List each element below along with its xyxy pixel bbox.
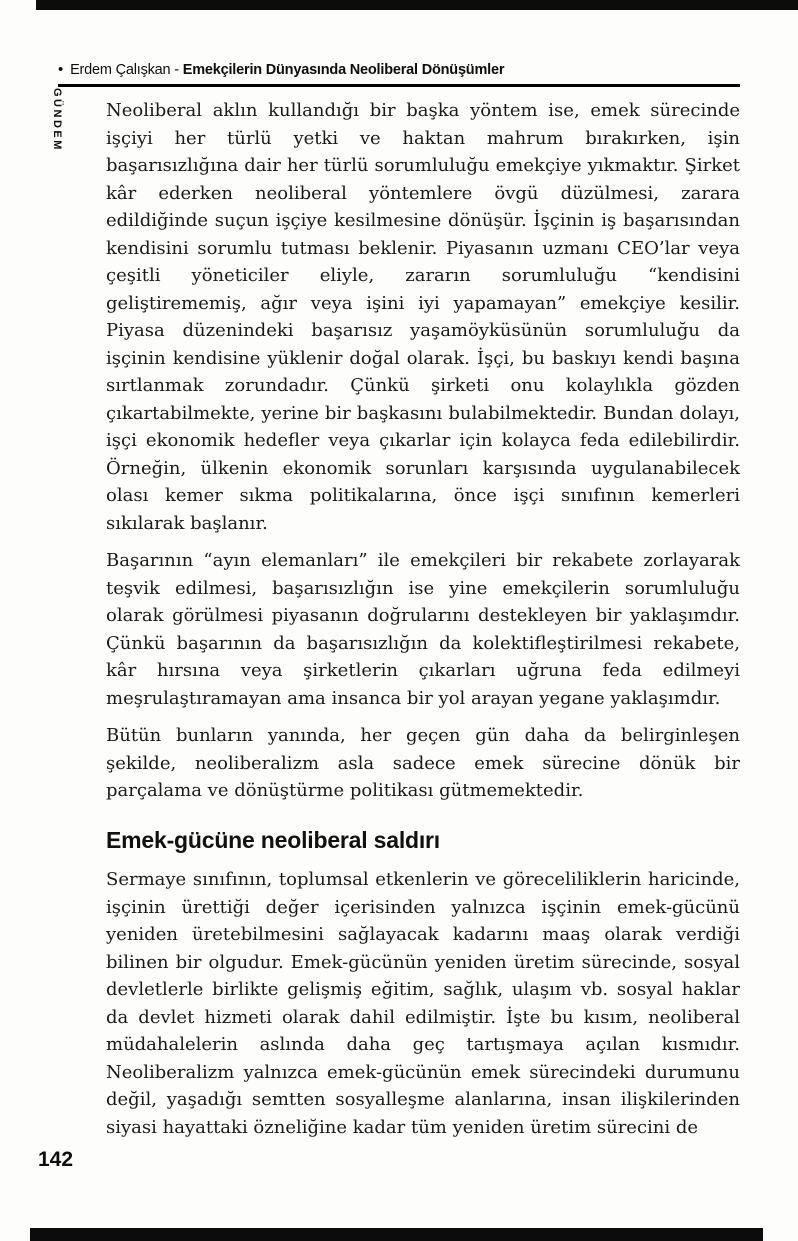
section-heading: Emek-gücüne neoliberal saldırı [106, 826, 440, 853]
top-edge-bar [36, 0, 798, 10]
paragraph: Neoliberal aklın kullandığı bir başka yöntem ise, emek sürecinde işçiyi her türlü yetki ve haktan mahrum bırakırken, işin başarısızlığına dair her türlü sorumluluğu emekçiye yıkmaktır. Şirket kâr ederken neoliberal yöntemlere övgü düzülmesi, zarara edildiğinde suçun işçiye kesilmesine dönüşür. İşçinin iş başarısından kendisini sorumlu tutması beklenir. Piyasanın uzmanı CEO’lar veya çeşitli yöneticiler eliyle, zararın sorumluluğu “kendisini geliştirememiş, ağır veya işini iyi yapamayan” emekçiye kesilir. Piyasa düzenindeki başarısız yaşamöyküsünün sorumluluğu da işçinin kendisine yüklenir doğal olarak. İşçi, bu baskıyı kendi başına sırtlanmak zorundadır. Çünkü şirketi onu kolaylıkla gözden çıkartabilmekte, yerine bir başkasını bulabilmektedir. Bundan dolayı, işçi ekonomik hedefler veya çıkarlar için kolayca feda edilebilirdir. Örneğin, ülkenin ekonomik sorunları karşısında uygulanabilecek olası kemer sıkma politikalarına, önce işçi sınıfının kemerleri sıkılarak başlanır. [106, 100, 740, 534]
paragraph: Sermaye sınıfının, toplumsal etkenlerin ve göreceliliklerin haricinde, işçinin ürettiği değer içerisinden yalnızca işçinin emek-gücünü yeniden üretebilmesini sağlayacak kadarını maaş olarak verdiği bilinen bir olgudur. Emek-gücünün yeniden üretim sürecinde, sosyal devletlerle birlikte gelişmiş eğitim, sağlık, ulaşım vb. sosyal haklar da devlet hizmeti olarak dahil edilmiştir. İşte bu kısım, neoliberal müdahalelerin aslında daha geç tartışmaya açılan kısmıdır. Neoliberalizm yalnızca emek-gücünün emek sürecindeki durumunu değil, yaşadığı semtten sosyalleşme alanlarına, insan ilişkilerinden siyasi hayattaki özneliğine kadar tüm yeniden üretim sürecini de [106, 869, 740, 1138]
header-author: Erdem Çalışkan - [70, 62, 179, 78]
body-text-column [106, 97, 740, 1151]
header-bullet-icon: • [58, 61, 64, 78]
page-number: 142 [38, 1148, 74, 1171]
running-header [58, 61, 740, 79]
paragraph: Bütün bunların yanında, her geçen gün daha da belirginleşen şekilde, neoliberalizm asla sadece emek sürecine dönük bir parçalama ve dönüştürme politikası gütmemektedir. [106, 725, 740, 801]
bottom-edge-bar [30, 1228, 763, 1241]
header-rule [58, 84, 740, 87]
section-sidebar-label: GÜNDEM [51, 88, 63, 152]
header-book-title: Emekçilerin Dünyasında Neoliberal Dönüşümler [182, 62, 505, 78]
paragraph: Başarının “ayın elemanları” ile emekçileri bir rekabete zorlayarak teşvik edilmesi, başarısızlığın ise yine emekçilerin sorumluluğu olarak görülmesi piyasanın doğrularını destekleyen bir yaklaşımdır. Çünkü başarının da başarısızlığın da kolektifleştirilmesi rekabete, kâr hırsına veya şirketlerin çıkarları uğruna feda edilmeyi meşrulaştıramayan ama insanca bir yol arayan yegane yaklaşımdır. [106, 550, 740, 709]
